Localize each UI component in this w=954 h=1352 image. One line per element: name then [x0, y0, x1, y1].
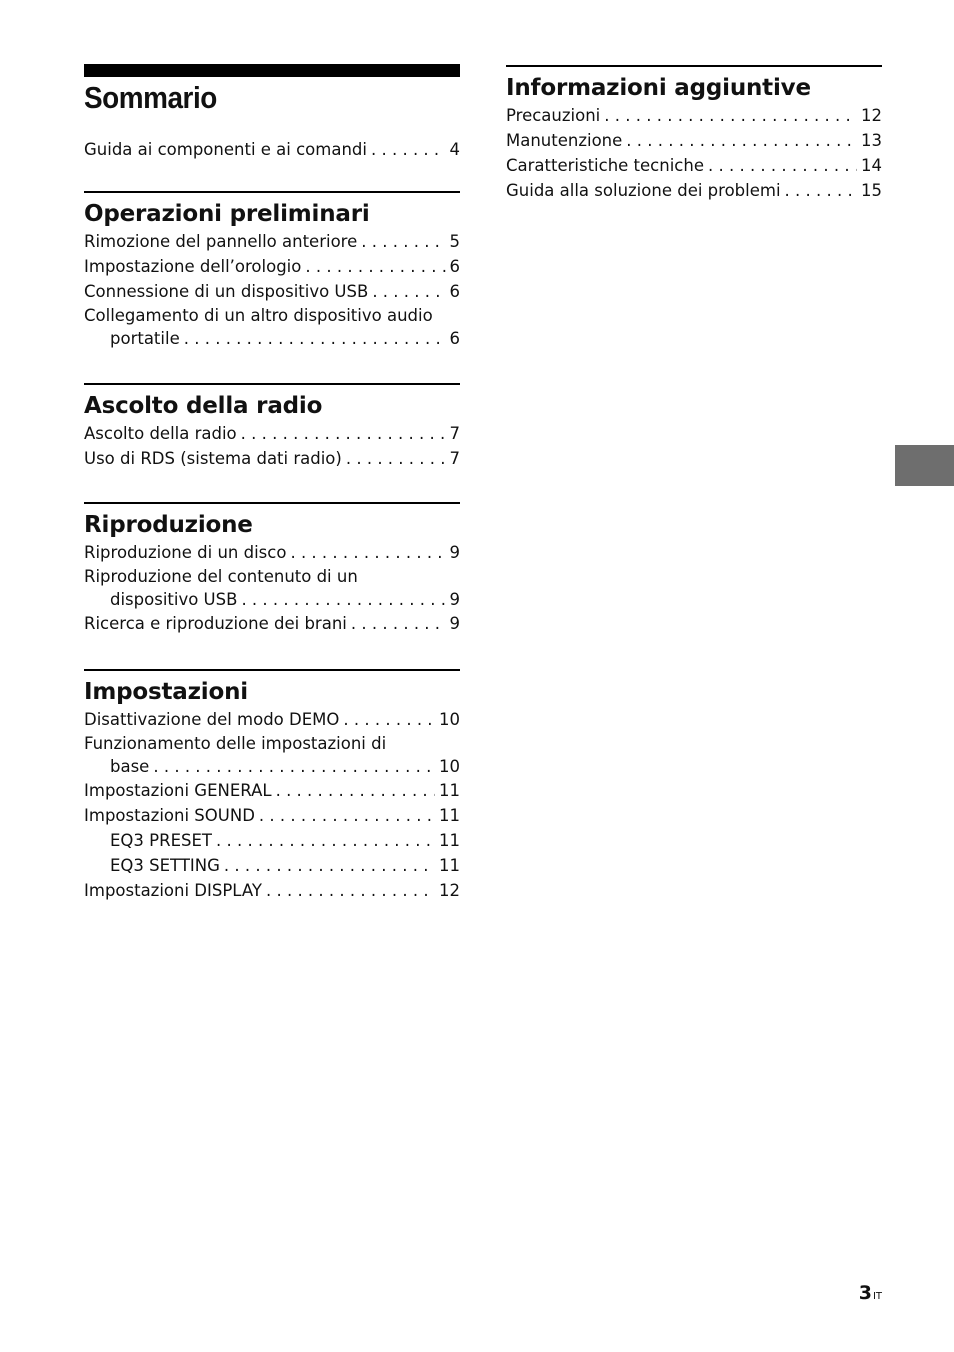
- toc-entry-label: Connessione di un dispositivo USB: [84, 282, 369, 301]
- dot-leader: [626, 128, 857, 153]
- toc-entry-page: 6: [449, 257, 460, 276]
- dot-leader: [708, 153, 857, 178]
- toc-entry[interactable]: [84, 878, 460, 903]
- toc-entry-label: Funzionamento delle impostazioni di: [84, 734, 387, 753]
- dot-leader: [259, 803, 435, 828]
- toc-entry-label-continued: portatile: [110, 329, 180, 348]
- toc-entry-label: Ascolto della radio: [84, 424, 237, 443]
- section-title: Operazioni preliminari: [84, 201, 370, 227]
- dot-leader: [343, 707, 435, 732]
- section-ascolto-della-radio: [84, 383, 460, 471]
- section-riproduzione: [84, 502, 460, 636]
- dot-leader: [276, 778, 435, 803]
- toc-entry-label: Precauzioni: [506, 106, 601, 125]
- toc-entry[interactable]: [84, 137, 460, 162]
- toc-entry[interactable]: [506, 103, 882, 128]
- toc-entry-label: Riproduzione di un disco: [84, 543, 287, 562]
- toc-entry-page: 11: [439, 781, 460, 800]
- toc-entry[interactable]: [506, 153, 882, 178]
- section-operazioni-preliminari: [84, 191, 460, 350]
- toc-entry[interactable]: [506, 128, 882, 153]
- toc-entry-label: Guida ai componenti e ai comandi: [84, 140, 367, 159]
- toc-entry-page: 4: [449, 140, 460, 159]
- toc-entry-page: 11: [439, 806, 460, 825]
- dot-leader: [184, 327, 446, 350]
- toc-entry-page: 6: [449, 282, 460, 301]
- toc-entry-label: Impostazione dell’orologio: [84, 257, 302, 276]
- page-language-suffix: IT: [872, 1291, 882, 1302]
- section-title: Informazioni aggiuntive: [506, 75, 811, 101]
- dot-leader: [290, 540, 445, 565]
- dot-leader: [604, 103, 857, 128]
- toc-entry-label: Impostazioni DISPLAY: [84, 881, 262, 900]
- toc-entry-page: 5: [449, 232, 460, 251]
- toc-entry[interactable]: [84, 229, 460, 254]
- toc-entry[interactable]: [84, 304, 460, 350]
- toc-entry[interactable]: [84, 732, 460, 778]
- toc-entry-page: 7: [449, 449, 460, 468]
- page-title: Sommario: [84, 80, 217, 115]
- intro-list: [84, 137, 460, 162]
- toc-entry[interactable]: [84, 611, 460, 636]
- page-number: [859, 1282, 882, 1304]
- toc-entry-label: Rimozione del pannello anteriore: [84, 232, 358, 251]
- toc-entry-label: EQ3 PRESET: [110, 831, 212, 850]
- dot-leader: [216, 828, 435, 853]
- dot-leader: [372, 279, 445, 304]
- toc-entry[interactable]: [84, 540, 460, 565]
- toc-entry-page: 6: [449, 329, 460, 348]
- dot-leader: [224, 853, 435, 878]
- toc-entry-page: 10: [439, 710, 460, 729]
- toc-entry[interactable]: [84, 803, 460, 828]
- toc-entry-page: 13: [861, 131, 882, 150]
- toc-entry-page: 9: [449, 543, 460, 562]
- toc-entry-label: Impostazioni GENERAL: [84, 781, 272, 800]
- toc-entry-label: Collegamento di un altro dispositivo audio: [84, 306, 433, 325]
- section-impostazioni: [84, 669, 460, 903]
- toc-entry-label: Guida alla soluzione dei problemi: [506, 181, 781, 200]
- section-title: Ascolto della radio: [84, 393, 323, 419]
- dot-leader: [153, 755, 435, 778]
- toc-entry[interactable]: [506, 178, 882, 203]
- toc-entry[interactable]: [84, 565, 460, 611]
- toc-entry[interactable]: [84, 421, 460, 446]
- section-title: Impostazioni: [84, 679, 248, 705]
- dot-leader: [241, 421, 446, 446]
- toc-entry-label: EQ3 SETTING: [110, 856, 220, 875]
- dot-leader: [346, 446, 446, 471]
- toc-entry-label-continued: dispositivo USB: [110, 590, 238, 609]
- dot-leader: [361, 229, 445, 254]
- dot-leader: [241, 588, 445, 611]
- toc-entry-label: Ricerca e riproduzione dei brani: [84, 614, 347, 633]
- dot-leader: [785, 178, 857, 203]
- toc-entry[interactable]: [84, 778, 460, 803]
- toc-entry-page: 9: [449, 590, 460, 609]
- dot-leader: [266, 878, 435, 903]
- page-number-value: 3: [858, 1282, 872, 1304]
- toc-entry-label-continued: base: [110, 757, 150, 776]
- toc-entry[interactable]: [84, 279, 460, 304]
- toc-entry[interactable]: [84, 446, 460, 471]
- toc-entry-page: 11: [439, 856, 460, 875]
- toc-entry-label: Caratteristiche tecniche: [506, 156, 704, 175]
- toc-entry-page: 11: [439, 831, 460, 850]
- toc-entry-label: Uso di RDS (sistema dati radio): [84, 449, 342, 468]
- toc-entry-page: 12: [439, 881, 460, 900]
- toc-entry-page: 7: [449, 424, 460, 443]
- toc-entry[interactable]: [84, 707, 460, 732]
- toc-entry-page: 12: [861, 106, 882, 125]
- toc-entry-label: Disattivazione del modo DEMO: [84, 710, 340, 729]
- toc-entry-page: 10: [439, 757, 460, 776]
- toc-entry-page: 14: [861, 156, 882, 175]
- language-side-tab: [895, 445, 954, 486]
- toc-subentry[interactable]: [84, 828, 460, 853]
- section-title: Riproduzione: [84, 512, 253, 538]
- toc-entry-label: Riproduzione del contenuto di un: [84, 567, 358, 586]
- dot-leader: [371, 137, 446, 162]
- dot-leader: [305, 254, 445, 279]
- toc-entry-label: Impostazioni SOUND: [84, 806, 255, 825]
- toc-entry-page: 15: [861, 181, 882, 200]
- toc-subentry[interactable]: [84, 853, 460, 878]
- toc-entry[interactable]: [84, 254, 460, 279]
- title-bar: [84, 64, 460, 77]
- toc-entry-label: Manutenzione: [506, 131, 623, 150]
- dot-leader: [351, 611, 446, 636]
- section-informazioni-aggiuntive: [506, 65, 882, 203]
- toc-entry-page: 9: [449, 614, 460, 633]
